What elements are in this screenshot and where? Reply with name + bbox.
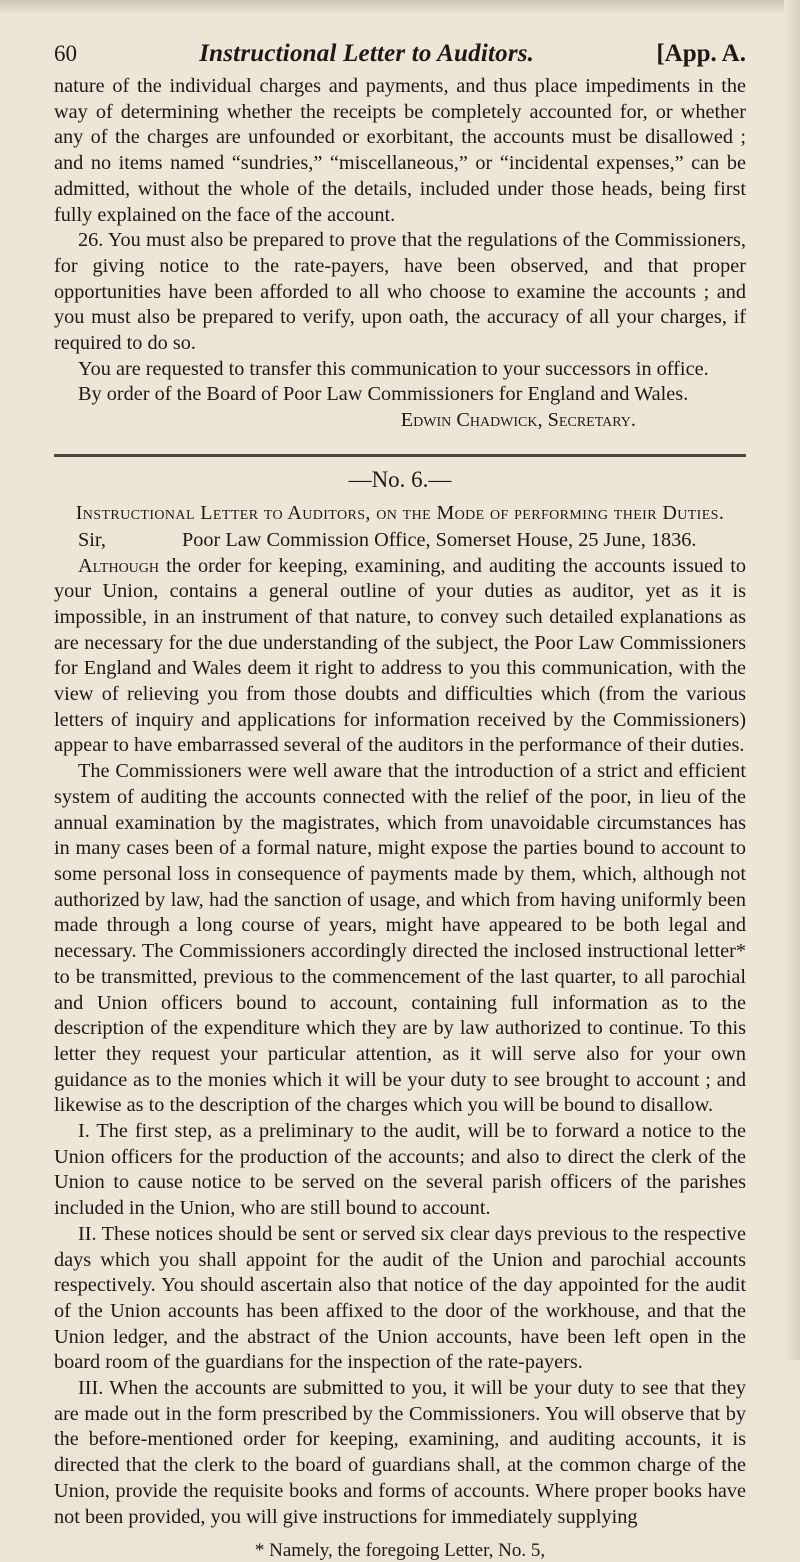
section-divider xyxy=(54,454,746,457)
opening-text: the order for keeping, examining, and auditing the accounts issued to your Union, contains a general outline of your duties as auditor, yet as it is impossible, in an instrument of that nature, to convey such detailed explanations as are necessary for the due understanding of the subject, the Poor Law Commissioners for England and Wales deem it right to address to you this communication, with the view of relieving you from those doubts and difficulties which (from the various letters of inquiry and applications for information received by the Commissioners) appear to have embarrassed several of the auditors in the performance of their duties. xyxy=(54,554,746,757)
running-title: Instructional Letter to Auditors. xyxy=(199,40,535,67)
paragraph-iii: III. When the accounts are submitted to you, it will be your duty to see that they are made out in the form prescribed by the Commissioners. You will observe that by the before-mentioned order for keeping, examining, and auditing accounts, it is directed that the clerk to the board of guardians shall, at the common charge of the Union, provide the requisite books and forms of accounts. Where proper books have not been provided, you will give instructions for immediately supplying xyxy=(54,1377,746,1528)
footnote: * Namely, the foregoing Letter, No. 5, xyxy=(254,1540,546,1562)
paragraph-commissioners: The Commissioners were well aware that the introduction of a strict and efficient system of auditing the accounts connected with the relief of the poor, in lieu of the annual examination by the magistrates, which from unavoidable circumstances has in many cases been of a formal nature, might expose the parties bound to account to some personal loss in consequence of payments made by them, which, although not authorized by law, had the sanction of usage, and which from having uniformly been made through a long course of years, might have appeared to be both legal and necessary. The Commissioners accordingly directed the inclosed instructional letter* to be transmitted, previous to the commencement of the last quarter, to all parochial and Union officers bound to account, containing full information as to the description of the expenditure which they are by law authorized to continue. To this letter they request your particular attention, as it will serve also for your own guidance as to the monies which it will be your duty to see brought to account ; and likewise as to the description of the charges which you will be bound to disallow. xyxy=(54,760,746,1117)
signature: Edwin Chadwick, Secretary. xyxy=(400,409,636,432)
paragraph-26: 26. You must also be prepared to prove that the regulations of the Commissioners, for giving notice to the rate-payers, have been observed, and that proper opportunities have been afforded to all who choose to examine the accounts ; and you must also be prepared to verify, upon oath, the accuracy of all your charges, if required to do so. xyxy=(54,229,746,355)
paragraph-by-order: By order of the Board of Poor Law Commissioners for England and Wales. xyxy=(78,383,689,406)
dateline-text: Poor Law Commission Office, Somerset House, 25 June, 1836. xyxy=(182,528,697,551)
paragraph-opening xyxy=(54,554,746,760)
salutation: Sir, xyxy=(78,528,106,551)
dateline xyxy=(54,528,746,554)
opening-word: Although xyxy=(78,554,160,577)
section-number: —No. 6.— xyxy=(348,466,452,492)
page-top-shadow xyxy=(0,0,800,14)
section-title: Instructional Letter to Auditors, on the Mode of performing their Duties. xyxy=(75,501,725,524)
paragraph-ii: II. These notices should be sent or served six clear days previous to the respective days which you shall appoint for the audit of the Union and parochial accounts respectively. You should ascertain also that notice of the day appointed for the audit of the Union accounts has been affixed to the door of the workhouse, and that the Union ledger, and the abstract of the Union accounts, have been left open in the board room of the guardians for the inspection of the rate-payers. xyxy=(54,1222,746,1374)
paragraph-transfer: You are requested to transfer this communication to your successors in office. xyxy=(78,357,709,380)
running-header xyxy=(54,40,746,68)
paragraph-continuation: nature of the individual charges and payments, and thus place impediments in the way of determining whether the receipts be completely accounted for, or whether any of the charges are unfounded or exorbitant, the accounts must be disallowed ; and no items named “sundries,” “miscellaneous,” or “incidental expenses,” can be admitted, without the whole of the details, included under those heads, being first fully explained on the face of the account. xyxy=(54,75,746,226)
appendix-label: [App. A. xyxy=(656,40,746,67)
page-number: 60 xyxy=(54,41,77,66)
page-gutter-shadow xyxy=(784,0,800,1360)
paragraph-i: I. The first step, as a preliminary to the audit, will be to forward a notice to the Union officers for the production of the accounts; and also to direct the clerk of the Union to cause notice to be served on the several parish officers of the parishes included in the Union, who are still bound to account. xyxy=(54,1120,746,1220)
